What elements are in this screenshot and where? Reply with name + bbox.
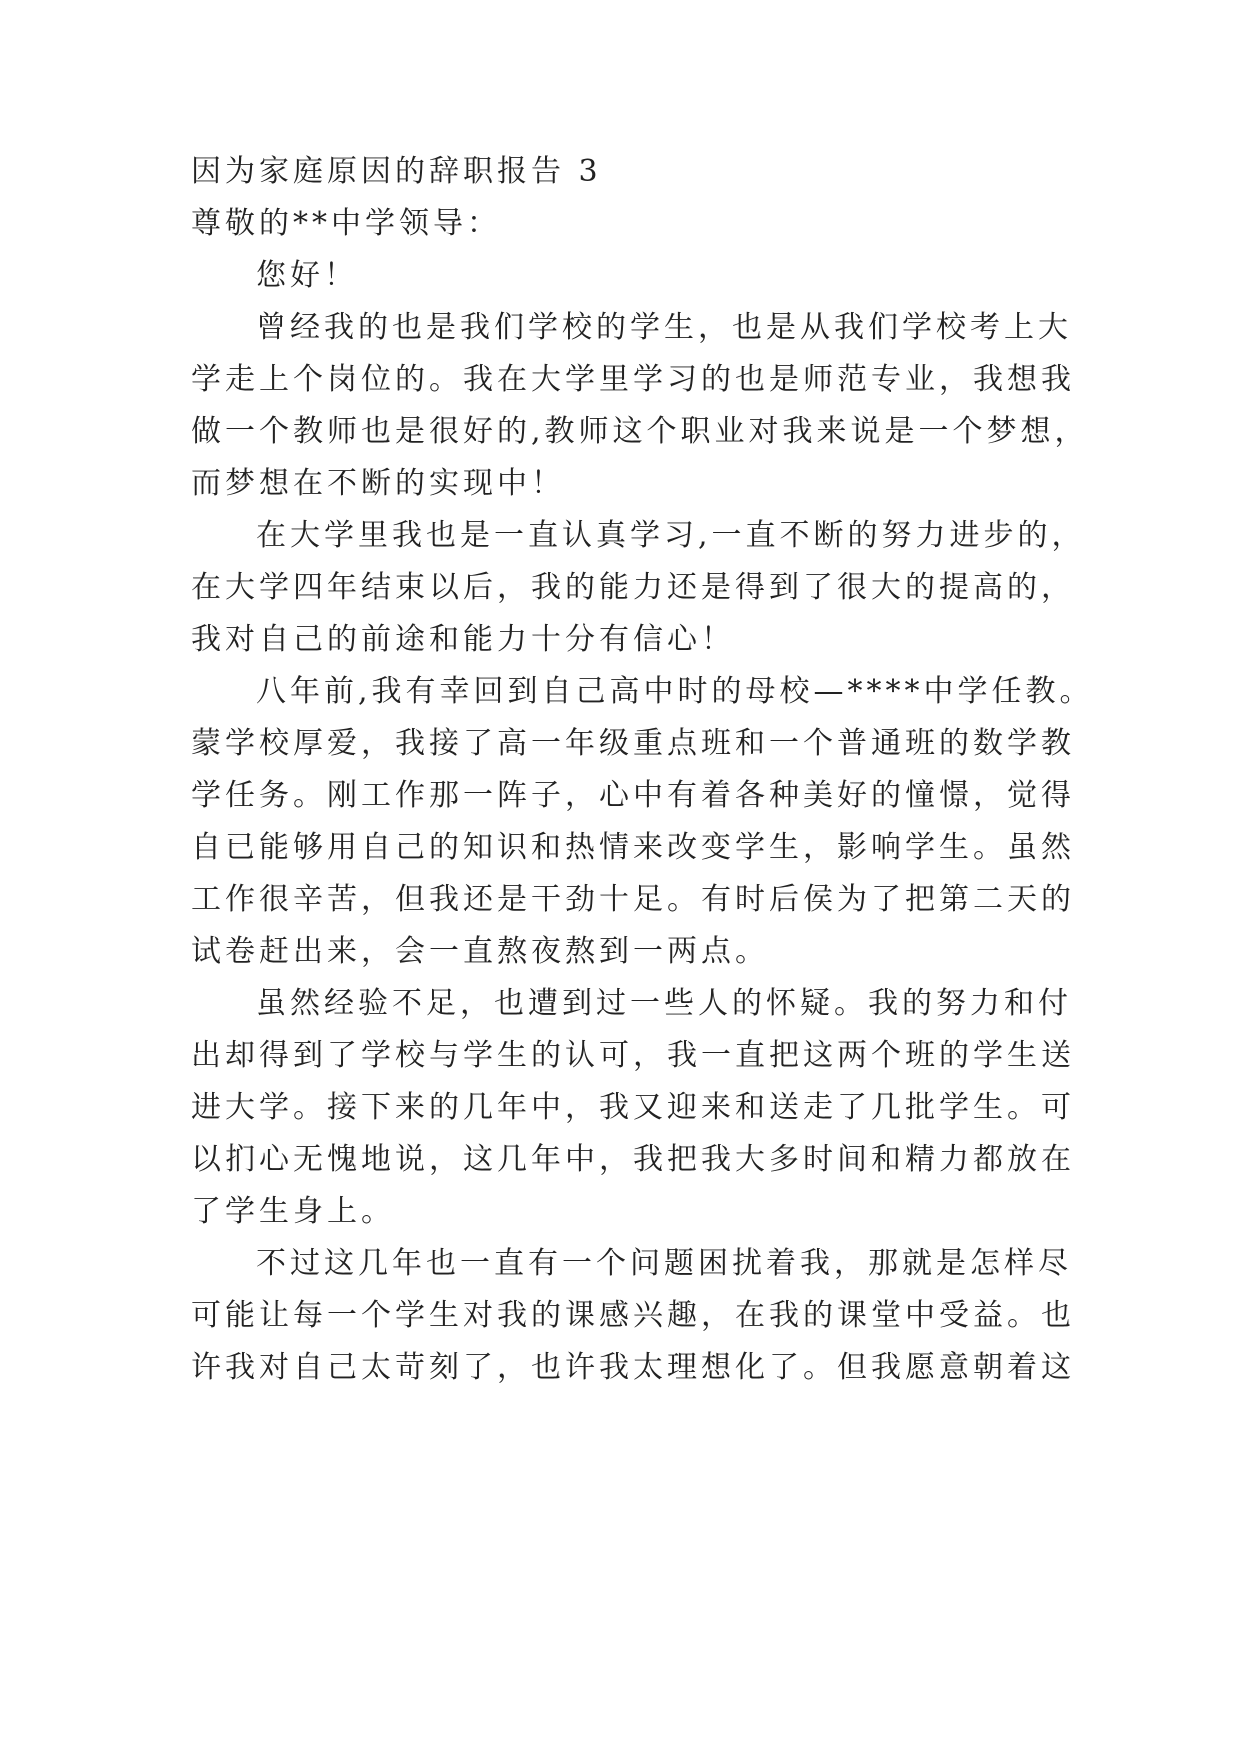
paragraph-line: 我对自己的前途和能力十分有信心！ [191, 622, 735, 657]
greeting: 您好！ [256, 258, 358, 293]
paragraph-line: 许我对自己太苛刻了，也许我太理想化了。但我愿意朝着这 [191, 1350, 1075, 1385]
paragraph-line: 自已能够用自己的知识和热情来改变学生，影响学生。虽然 [191, 830, 1075, 865]
paragraph-line: 虽然经验不足，也遭到过一些人的怀疑。我的努力和付 [256, 986, 1072, 1021]
paragraph-line: 出却得到了学校与学生的认可，我一直把这两个班的学生送 [191, 1038, 1075, 1073]
document-title: 因为家庭原因的辞职报告 3 [191, 154, 602, 189]
paragraph-line: 八年前,我有幸回到自己高中时的母校—****中学任教。 [256, 674, 1094, 709]
paragraph-line: 曾经我的也是我们学校的学生，也是从我们学校考上大 [256, 310, 1072, 345]
paragraph-line: 在大学里我也是一直认真学习,一直不断的努力进步的， [256, 518, 1086, 553]
paragraph-line: 学走上个岗位的。我在大学里学习的也是师范专业，我想我 [191, 362, 1075, 397]
salutation: 尊敬的**中学领导： [191, 206, 501, 241]
paragraph-line: 做一个教师也是很好的,教师这个职业对我来说是一个梦想， [191, 414, 1089, 449]
paragraph-line: 以扪心无愧地说，这几年中，我把我大多时间和精力都放在 [191, 1142, 1075, 1177]
paragraph-line: 蒙学校厚爱，我接了高一年级重点班和一个普通班的数学教 [191, 726, 1075, 761]
paragraph-line: 不过这几年也一直有一个问题困扰着我，那就是怎样尽 [256, 1246, 1072, 1281]
paragraph-line: 试卷赶出来，会一直熬夜熬到一两点。 [191, 934, 769, 969]
paragraph-line: 在大学四年结束以后，我的能力还是得到了很大的提高的， [191, 570, 1075, 605]
paragraph-line: 进大学。接下来的几年中，我又迎来和送走了几批学生。可 [191, 1090, 1075, 1125]
paragraph-line: 而梦想在不断的实现中！ [191, 466, 565, 501]
paragraph-line: 学任务。刚工作那一阵子，心中有着各种美好的憧憬，觉得 [191, 778, 1075, 813]
paragraph-line: 工作很辛苦，但我还是干劲十足。有时后侯为了把第二天的 [191, 882, 1075, 917]
paragraph-line: 可能让每一个学生对我的课感兴趣，在我的课堂中受益。也 [191, 1298, 1075, 1333]
paragraph-line: 了学生身上。 [191, 1194, 395, 1229]
